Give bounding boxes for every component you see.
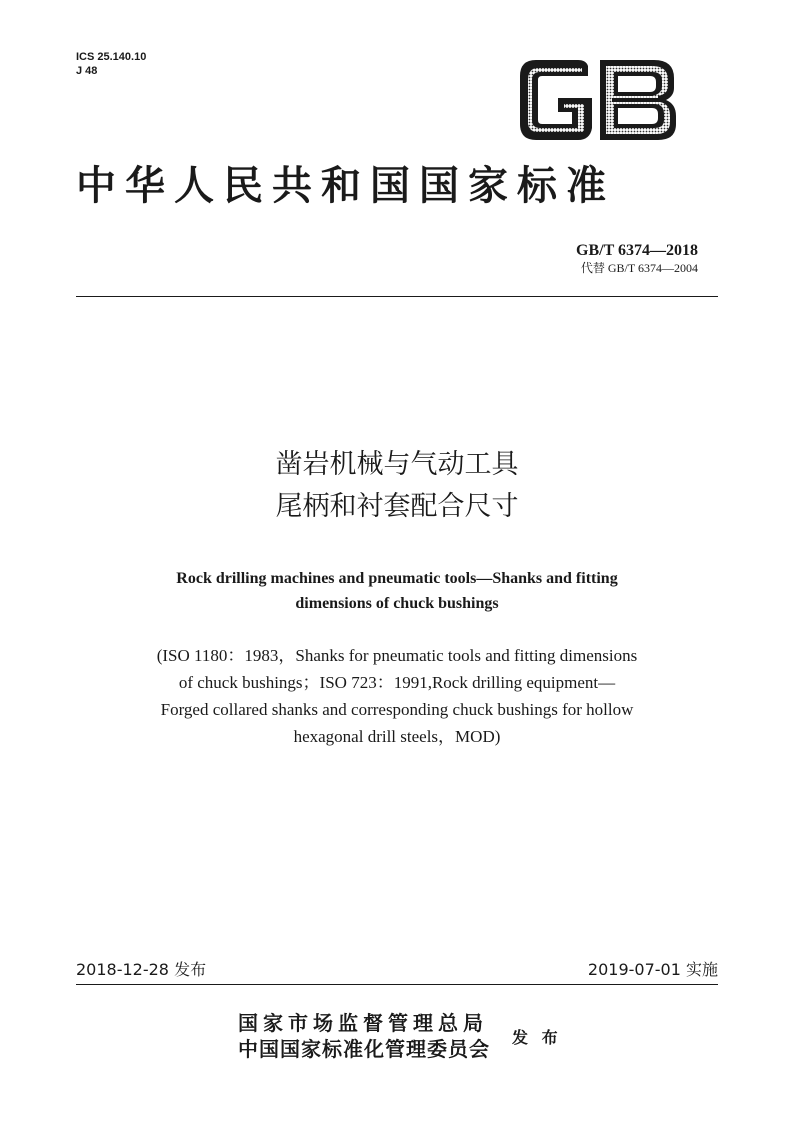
english-title-line-2: dimensions of chuck bushings: [295, 595, 499, 612]
issuer-samr: 国家市场监督管理总局: [238, 1011, 488, 1035]
chinese-title-line-2: 尾柄和衬套配合尺寸: [275, 491, 519, 522]
publish-date: 2018-12-28 发布: [76, 960, 207, 979]
standard-number-block: [576, 242, 698, 276]
ics-code: ICS 25.140.10: [76, 51, 147, 63]
english-title: [0, 566, 794, 616]
iso-reference: [0, 642, 794, 750]
gb-logo-icon: [516, 58, 680, 142]
issued-by-label: 发 布: [512, 1028, 562, 1047]
iso-reference-line-1: (ISO 1180：1983，Shanks for pneumatic tools and fitting dimensions: [156, 646, 638, 665]
classification-codes: [76, 50, 146, 78]
iso-reference-line-3: Forged collared shanks and corresponding chuck bushings for hollow: [160, 700, 634, 719]
replaces-standard: 代替 GB/T 6374—2004: [580, 261, 698, 275]
effective-date: 2019-07-01 实施: [587, 960, 718, 979]
chinese-title-line-1: 凿岩机械与气动工具: [275, 449, 519, 480]
issuer-sac: 中国国家标准化管理委员会: [238, 1037, 490, 1061]
english-title-line-1: Rock drilling machines and pneumatic tools—Shanks and fitting: [176, 570, 618, 587]
iso-reference-line-4: hexagonal drill steels，MOD): [293, 727, 501, 746]
standard-number: GB/T 6374—2018: [576, 242, 698, 259]
issuing-authorities: [238, 1010, 490, 1062]
iso-reference-line-2: of chuck bushings；ISO 723：1991,Rock drilling equipment—: [178, 673, 616, 692]
bottom-divider: [76, 984, 718, 985]
category-code: J 48: [76, 65, 98, 77]
national-standard-title: 中华人民共和国国家标准: [76, 162, 615, 209]
top-divider: [76, 296, 718, 297]
chinese-title: [0, 444, 794, 528]
